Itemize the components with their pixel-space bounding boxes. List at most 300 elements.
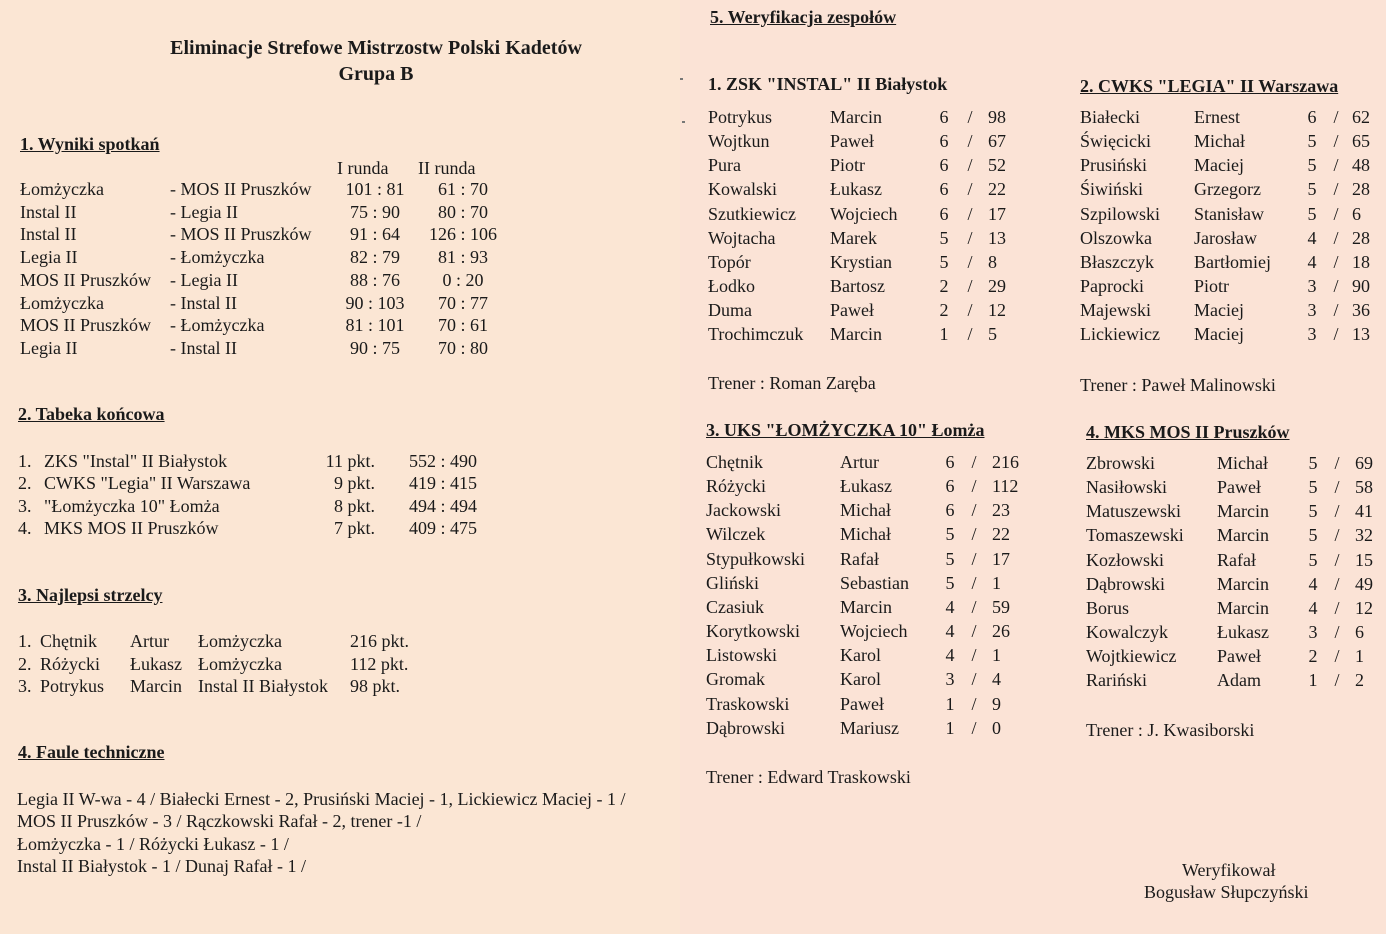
- team-coach: Trener : J. Kwasiborski: [1086, 720, 1255, 740]
- player-points: 22: [988, 179, 1006, 200]
- player-games: 1: [945, 693, 955, 714]
- player-last-name: Borus: [1086, 597, 1130, 618]
- player-games: 4: [1307, 251, 1317, 272]
- player-first-name: Marcin: [830, 324, 882, 345]
- player-points: 17: [988, 203, 1006, 224]
- player-last-name: Gromak: [706, 669, 765, 690]
- player-first-name: Rafał: [1217, 549, 1256, 570]
- round2-score: 0 : 20: [442, 269, 484, 290]
- stat-separator: /: [967, 155, 973, 176]
- standing-score: 494 : 494: [408, 495, 477, 516]
- round1-score: 90 : 103: [345, 292, 405, 313]
- player-points: 59: [992, 596, 1010, 617]
- player-last-name: Olszowka: [1080, 227, 1152, 248]
- player-first-name: Michał: [840, 500, 891, 521]
- document-subtitle: Grupa B: [338, 63, 414, 85]
- away-team: - MOS II Pruszków: [170, 179, 312, 199]
- scorer-points: 98 pkt.: [350, 676, 401, 696]
- player-points: 12: [1355, 597, 1373, 618]
- scorer-team: Łomżyczka: [198, 631, 282, 651]
- scorer-team: Instal II Białystok: [198, 676, 328, 696]
- player-points: 23: [992, 500, 1010, 521]
- away-team: - Łomżyczka: [170, 247, 265, 268]
- player-last-name: Tomaszewski: [1086, 525, 1184, 546]
- player-last-name: Święcicki: [1080, 131, 1151, 152]
- scorer-position: 2.: [18, 653, 32, 674]
- player-first-name: Marek: [830, 227, 877, 248]
- player-points: 5: [988, 324, 997, 345]
- standing-team: CWKS "Legia" II Warszawa: [44, 473, 251, 494]
- round2-score: 70 : 80: [437, 337, 488, 358]
- player-last-name: Szpilowski: [1080, 203, 1161, 224]
- team-name: 2. CWKS "LEGIA" II Warszawa: [1080, 76, 1339, 96]
- team-name: 4. MKS MOS II Pruszków: [1086, 422, 1290, 442]
- player-first-name: Łukasz: [840, 476, 892, 497]
- stat-separator: /: [967, 203, 973, 224]
- player-points: 22: [992, 524, 1010, 545]
- scorer-team: Łomżyczka: [198, 653, 282, 674]
- player-points: 216: [992, 452, 1019, 472]
- stat-separator: /: [1333, 131, 1339, 152]
- player-games: 5: [1308, 477, 1318, 498]
- foul-line: Legia II W-wa - 4 / Białecki Ernest - 2, Prusiński Maciej - 1, Lickiewicz Maciej - 1 /: [17, 789, 626, 809]
- player-last-name: Trochimczuk: [708, 324, 804, 345]
- player-first-name: Paweł: [840, 693, 884, 714]
- player-points: 32: [1355, 525, 1373, 546]
- player-games: 4: [945, 645, 955, 666]
- scorer-first-name: Łukasz: [130, 653, 182, 674]
- player-first-name: Piotr: [1194, 276, 1230, 297]
- round2-score: 80 : 70: [437, 201, 488, 222]
- stat-separator: /: [967, 251, 973, 272]
- player-points: 12: [988, 300, 1006, 321]
- standing-team: MKS MOS II Pruszków: [44, 517, 219, 538]
- player-points: 67: [988, 131, 1006, 152]
- scorer-first-name: Artur: [130, 631, 169, 651]
- player-last-name: Gliński: [706, 572, 760, 593]
- player-first-name: Michał: [1194, 131, 1245, 152]
- player-games: 5: [939, 251, 949, 272]
- player-games: 3: [1307, 276, 1317, 297]
- scorer-last-name: Potrykus: [40, 676, 105, 696]
- player-first-name: Paweł: [830, 300, 874, 321]
- standing-points: 7 pkt.: [333, 517, 375, 538]
- player-first-name: Piotr: [830, 155, 866, 176]
- player-points: 62: [1352, 107, 1370, 127]
- stat-separator: /: [967, 179, 973, 200]
- stat-separator: /: [1333, 251, 1339, 272]
- home-team: Instal II: [20, 224, 77, 245]
- player-first-name: Rafał: [840, 548, 879, 569]
- player-last-name: Rariński: [1086, 670, 1147, 691]
- player-points: 29: [988, 276, 1006, 297]
- player-last-name: Zbrowski: [1086, 453, 1155, 473]
- stat-separator: /: [1333, 179, 1339, 200]
- home-team: Instal II: [20, 201, 77, 222]
- team-coach: Trener : Edward Traskowski: [706, 767, 911, 787]
- player-first-name: Karol: [840, 645, 881, 666]
- player-last-name: Błaszczyk: [1080, 251, 1154, 272]
- stat-separator: /: [1334, 549, 1340, 570]
- player-points: 58: [1355, 477, 1373, 498]
- left-page: [0, 0, 680, 934]
- player-last-name: Łodko: [708, 276, 755, 297]
- standing-score: 552 : 490: [408, 451, 477, 471]
- scorers-heading: 3. Najlepsi strzelcy: [18, 585, 163, 605]
- player-points: 49: [1355, 573, 1373, 594]
- player-last-name: Dąbrowski: [1086, 573, 1165, 594]
- player-games: 2: [1308, 646, 1318, 667]
- stat-separator: /: [971, 717, 977, 738]
- stat-separator: /: [971, 693, 977, 714]
- away-team: - Instal II: [170, 337, 237, 358]
- round2-score: 70 : 61: [437, 315, 488, 336]
- player-points: 26: [992, 621, 1010, 642]
- stat-separator: /: [1333, 155, 1339, 176]
- player-games: 5: [1307, 179, 1317, 200]
- player-games: 4: [1308, 597, 1318, 618]
- player-last-name: Wilczek: [706, 524, 766, 545]
- right-page: [680, 0, 1386, 934]
- player-games: 5: [1307, 155, 1317, 176]
- player-last-name: Pura: [708, 155, 741, 176]
- stat-separator: /: [967, 131, 973, 152]
- player-games: 5: [939, 227, 949, 248]
- stat-separator: /: [1334, 525, 1340, 546]
- player-points: 6: [1352, 203, 1361, 224]
- stat-separator: /: [1334, 453, 1340, 473]
- standing-team: ZKS "Instal" II Białystok: [44, 451, 228, 471]
- player-points: 9: [992, 693, 1001, 714]
- stat-separator: /: [971, 500, 977, 521]
- player-first-name: Łukasz: [830, 179, 882, 200]
- player-points: 112: [992, 476, 1019, 497]
- player-games: 5: [1308, 453, 1318, 473]
- player-first-name: Artur: [840, 452, 879, 472]
- scorer-position: 3.: [18, 676, 32, 696]
- player-games: 5: [945, 572, 955, 593]
- scorer-points: 216 pkt.: [350, 631, 410, 651]
- away-team: - Legia II: [170, 201, 238, 222]
- player-last-name: Potrykus: [708, 107, 773, 127]
- scorer-last-name: Chętnik: [40, 631, 97, 651]
- stat-separator: /: [1334, 501, 1340, 522]
- player-games: 6: [945, 452, 955, 472]
- results-heading: 1. Wyniki spotkań: [20, 134, 160, 154]
- fouls-heading: 4. Faule techniczne: [18, 742, 165, 762]
- player-points: 41: [1355, 501, 1373, 522]
- player-last-name: Wojtkiewicz: [1086, 646, 1177, 667]
- stat-separator: /: [967, 227, 973, 248]
- player-last-name: Kozłowski: [1086, 549, 1164, 570]
- player-points: 1: [992, 572, 1001, 593]
- player-games: 4: [1307, 227, 1317, 248]
- player-first-name: Ernest: [1194, 107, 1240, 127]
- stat-separator: /: [967, 300, 973, 321]
- player-first-name: Karol: [840, 669, 881, 690]
- round1-header: I runda: [337, 158, 389, 178]
- stat-separator: /: [971, 572, 977, 593]
- standing-points: 11 pkt.: [325, 451, 375, 471]
- player-first-name: Marcin: [830, 107, 882, 127]
- team-coach: Trener : Roman Zaręba: [708, 373, 876, 393]
- round2-score: 81 : 93: [437, 247, 488, 268]
- player-last-name: Listowski: [706, 645, 778, 666]
- round2-score: 61 : 70: [437, 179, 488, 199]
- stat-separator: /: [971, 621, 977, 642]
- stat-separator: /: [971, 596, 977, 617]
- player-games: 2: [939, 276, 949, 297]
- stat-separator: /: [1333, 300, 1339, 321]
- player-points: 13: [988, 227, 1006, 248]
- player-first-name: Jarosław: [1194, 227, 1257, 248]
- player-first-name: Maciej: [1194, 324, 1244, 345]
- foul-line: Łomżyczka - 1 / Różycki Łukasz - 1 /: [17, 833, 289, 854]
- stat-separator: /: [1333, 107, 1339, 127]
- player-games: 5: [1308, 501, 1318, 522]
- stat-separator: /: [1334, 670, 1340, 691]
- player-points: 98: [988, 107, 1006, 127]
- player-first-name: Paweł: [1217, 646, 1261, 667]
- player-points: 65: [1352, 131, 1370, 152]
- player-first-name: Stanisław: [1194, 203, 1264, 224]
- team-coach: Trener : Paweł Malinowski: [1080, 375, 1276, 395]
- player-first-name: Krystian: [830, 251, 892, 272]
- stat-separator: /: [971, 452, 977, 472]
- team-name: 3. UKS "ŁOMŻYCZKA 10" Łomża: [706, 420, 985, 440]
- player-first-name: Grzegorz: [1194, 179, 1261, 200]
- player-last-name: Różycki: [706, 476, 766, 497]
- player-games: 5: [945, 524, 955, 545]
- player-games: 6: [939, 155, 949, 176]
- standing-position: 3.: [18, 495, 32, 516]
- stat-separator: /: [1334, 646, 1340, 667]
- player-points: 28: [1352, 227, 1370, 248]
- player-games: 6: [945, 500, 955, 521]
- player-last-name: Topór: [708, 251, 751, 272]
- player-last-name: Prusiński: [1080, 155, 1148, 176]
- player-first-name: Wojciech: [830, 203, 898, 224]
- verification-heading: 5. Weryfikacja zespołów: [710, 7, 897, 27]
- player-first-name: Michał: [840, 524, 891, 545]
- player-games: 5: [1307, 203, 1317, 224]
- player-points: 69: [1355, 453, 1373, 473]
- player-last-name: Białecki: [1080, 107, 1140, 127]
- player-points: 4: [992, 669, 1001, 690]
- round1-score: 82 : 79: [349, 247, 400, 268]
- player-points: 15: [1355, 549, 1373, 570]
- player-games: 4: [1308, 573, 1318, 594]
- round1-score: 101 : 81: [345, 179, 405, 199]
- player-points: 1: [992, 645, 1001, 666]
- scan-mark: [680, 78, 683, 80]
- stat-separator: /: [967, 324, 973, 345]
- player-points: 0: [992, 717, 1001, 738]
- player-points: 36: [1352, 300, 1370, 321]
- round2-score: 70 : 77: [437, 292, 488, 313]
- player-points: 52: [988, 155, 1006, 176]
- home-team: Legia II: [20, 337, 78, 358]
- player-games: 1: [945, 717, 955, 738]
- player-first-name: Michał: [1217, 453, 1268, 473]
- player-games: 1: [939, 324, 949, 345]
- round2-header: II runda: [418, 158, 476, 178]
- player-points: 17: [992, 548, 1010, 569]
- player-points: 48: [1352, 155, 1370, 176]
- player-last-name: Czasiuk: [706, 596, 764, 617]
- player-first-name: Marcin: [1217, 501, 1269, 522]
- player-points: 2: [1355, 670, 1364, 691]
- player-first-name: Sebastian: [840, 572, 909, 593]
- stat-separator: /: [1334, 477, 1340, 498]
- player-last-name: Stypułkowski: [706, 548, 806, 569]
- player-first-name: Maciej: [1194, 155, 1244, 176]
- scan-mark: [682, 121, 685, 123]
- player-games: 5: [1308, 525, 1318, 546]
- scorer-first-name: Marcin: [130, 676, 182, 696]
- player-first-name: Mariusz: [840, 717, 899, 738]
- player-first-name: Wojciech: [840, 621, 908, 642]
- player-last-name: Kowalczyk: [1086, 622, 1168, 643]
- foul-line: Instal II Białystok - 1 / Dunaj Rafał - 1 /: [17, 855, 306, 876]
- player-first-name: Paweł: [830, 131, 874, 152]
- stat-separator: /: [971, 524, 977, 545]
- player-points: 28: [1352, 179, 1370, 200]
- round1-score: 75 : 90: [349, 201, 400, 222]
- round2-score: 126 : 106: [428, 224, 497, 245]
- stat-separator: /: [1334, 622, 1340, 643]
- player-first-name: Marcin: [840, 596, 892, 617]
- player-last-name: Wojtacha: [708, 227, 776, 248]
- standing-score: 419 : 415: [408, 473, 477, 494]
- away-team: - Instal II: [170, 292, 237, 313]
- player-games: 5: [1308, 549, 1318, 570]
- home-team: Łomżyczka: [20, 179, 104, 199]
- player-games: 3: [1308, 622, 1318, 643]
- player-games: 6: [1307, 107, 1317, 127]
- player-last-name: Jackowski: [706, 500, 781, 521]
- signature-line-2: Bogusław Słupczyński: [1144, 882, 1309, 902]
- player-games: 4: [945, 621, 955, 642]
- player-first-name: Marcin: [1217, 525, 1269, 546]
- player-points: 8: [988, 251, 997, 272]
- scorer-points: 112 pkt.: [350, 653, 409, 674]
- player-points: 18: [1352, 251, 1370, 272]
- player-games: 5: [1307, 131, 1317, 152]
- player-last-name: Śiwiński: [1080, 179, 1144, 200]
- player-games: 3: [1307, 324, 1317, 345]
- player-games: 2: [939, 300, 949, 321]
- player-first-name: Adam: [1217, 670, 1261, 691]
- scorer-position: 1.: [18, 631, 32, 651]
- player-games: 6: [939, 179, 949, 200]
- player-last-name: Traskowski: [706, 693, 790, 714]
- player-last-name: Paprocki: [1080, 276, 1144, 297]
- home-team: Łomżyczka: [20, 292, 104, 313]
- player-games: 6: [945, 476, 955, 497]
- document-title: Eliminacje Strefowe Mistrzostw Polski Kadetów: [170, 37, 582, 59]
- round1-score: 91 : 64: [349, 224, 400, 245]
- player-last-name: Chętnik: [706, 452, 763, 472]
- standing-position: 1.: [18, 451, 32, 471]
- signature-line-1: Weryfikował: [1182, 860, 1276, 880]
- stat-separator: /: [1333, 324, 1339, 345]
- player-first-name: Marcin: [1217, 573, 1269, 594]
- player-games: 4: [945, 596, 955, 617]
- stat-separator: /: [967, 276, 973, 297]
- player-games: 5: [945, 548, 955, 569]
- player-last-name: Wojtkun: [708, 131, 770, 152]
- home-team: MOS II Pruszków: [20, 269, 152, 290]
- player-points: 6: [1355, 622, 1364, 643]
- away-team: - MOS II Pruszków: [170, 224, 312, 245]
- player-games: 6: [939, 131, 949, 152]
- stat-separator: /: [1334, 573, 1340, 594]
- player-last-name: Korytkowski: [706, 621, 800, 642]
- player-points: 90: [1352, 276, 1370, 297]
- foul-line: MOS II Pruszków - 3 / Rączkowski Rafał - 2, trener -1 /: [17, 811, 422, 832]
- player-first-name: Maciej: [1194, 300, 1244, 321]
- standing-points: 8 pkt.: [333, 495, 375, 516]
- round1-score: 90 : 75: [349, 337, 400, 358]
- standing-points: 9 pkt.: [333, 473, 375, 494]
- stat-separator: /: [971, 645, 977, 666]
- round1-score: 88 : 76: [349, 269, 400, 290]
- player-first-name: Łukasz: [1217, 622, 1269, 643]
- player-last-name: Lickiewicz: [1080, 324, 1160, 345]
- away-team: - Legia II: [170, 269, 238, 290]
- stat-separator: /: [971, 669, 977, 690]
- home-team: Legia II: [20, 247, 78, 268]
- player-games: 6: [939, 203, 949, 224]
- stat-separator: /: [1333, 227, 1339, 248]
- scorer-last-name: Różycki: [40, 653, 100, 674]
- player-points: 13: [1352, 324, 1370, 345]
- player-last-name: Matuszewski: [1086, 501, 1181, 522]
- player-games: 3: [945, 669, 955, 690]
- away-team: - Łomżyczka: [170, 315, 265, 336]
- team-name: 1. ZSK "INSTAL" II Białystok: [708, 74, 948, 94]
- standing-position: 2.: [18, 473, 32, 494]
- player-last-name: Duma: [708, 300, 752, 321]
- player-first-name: Bartłomiej: [1194, 251, 1271, 272]
- player-games: 1: [1308, 670, 1318, 691]
- player-first-name: Marcin: [1217, 597, 1269, 618]
- stat-separator: /: [1333, 276, 1339, 297]
- stat-separator: /: [1333, 203, 1339, 224]
- player-last-name: Dąbrowski: [706, 717, 785, 738]
- player-games: 6: [939, 107, 949, 127]
- player-last-name: Majewski: [1080, 300, 1151, 321]
- stat-separator: /: [971, 476, 977, 497]
- round1-score: 81 : 101: [345, 315, 405, 336]
- player-last-name: Kowalski: [708, 179, 777, 200]
- player-first-name: Bartosz: [830, 276, 885, 297]
- player-last-name: Nasiłowski: [1086, 477, 1167, 498]
- player-points: 1: [1355, 646, 1364, 667]
- player-last-name: Szutkiewicz: [708, 203, 796, 224]
- player-games: 3: [1307, 300, 1317, 321]
- standing-team: "Łomżyczka 10" Łomża: [44, 495, 220, 516]
- home-team: MOS II Pruszków: [20, 315, 152, 336]
- standing-position: 4.: [18, 517, 32, 538]
- standing-score: 409 : 475: [408, 517, 477, 538]
- stat-separator: /: [967, 107, 973, 127]
- stat-separator: /: [971, 548, 977, 569]
- player-first-name: Paweł: [1217, 477, 1261, 498]
- stat-separator: /: [1334, 597, 1340, 618]
- table-heading: 2. Tabeka końcowa: [18, 404, 165, 424]
